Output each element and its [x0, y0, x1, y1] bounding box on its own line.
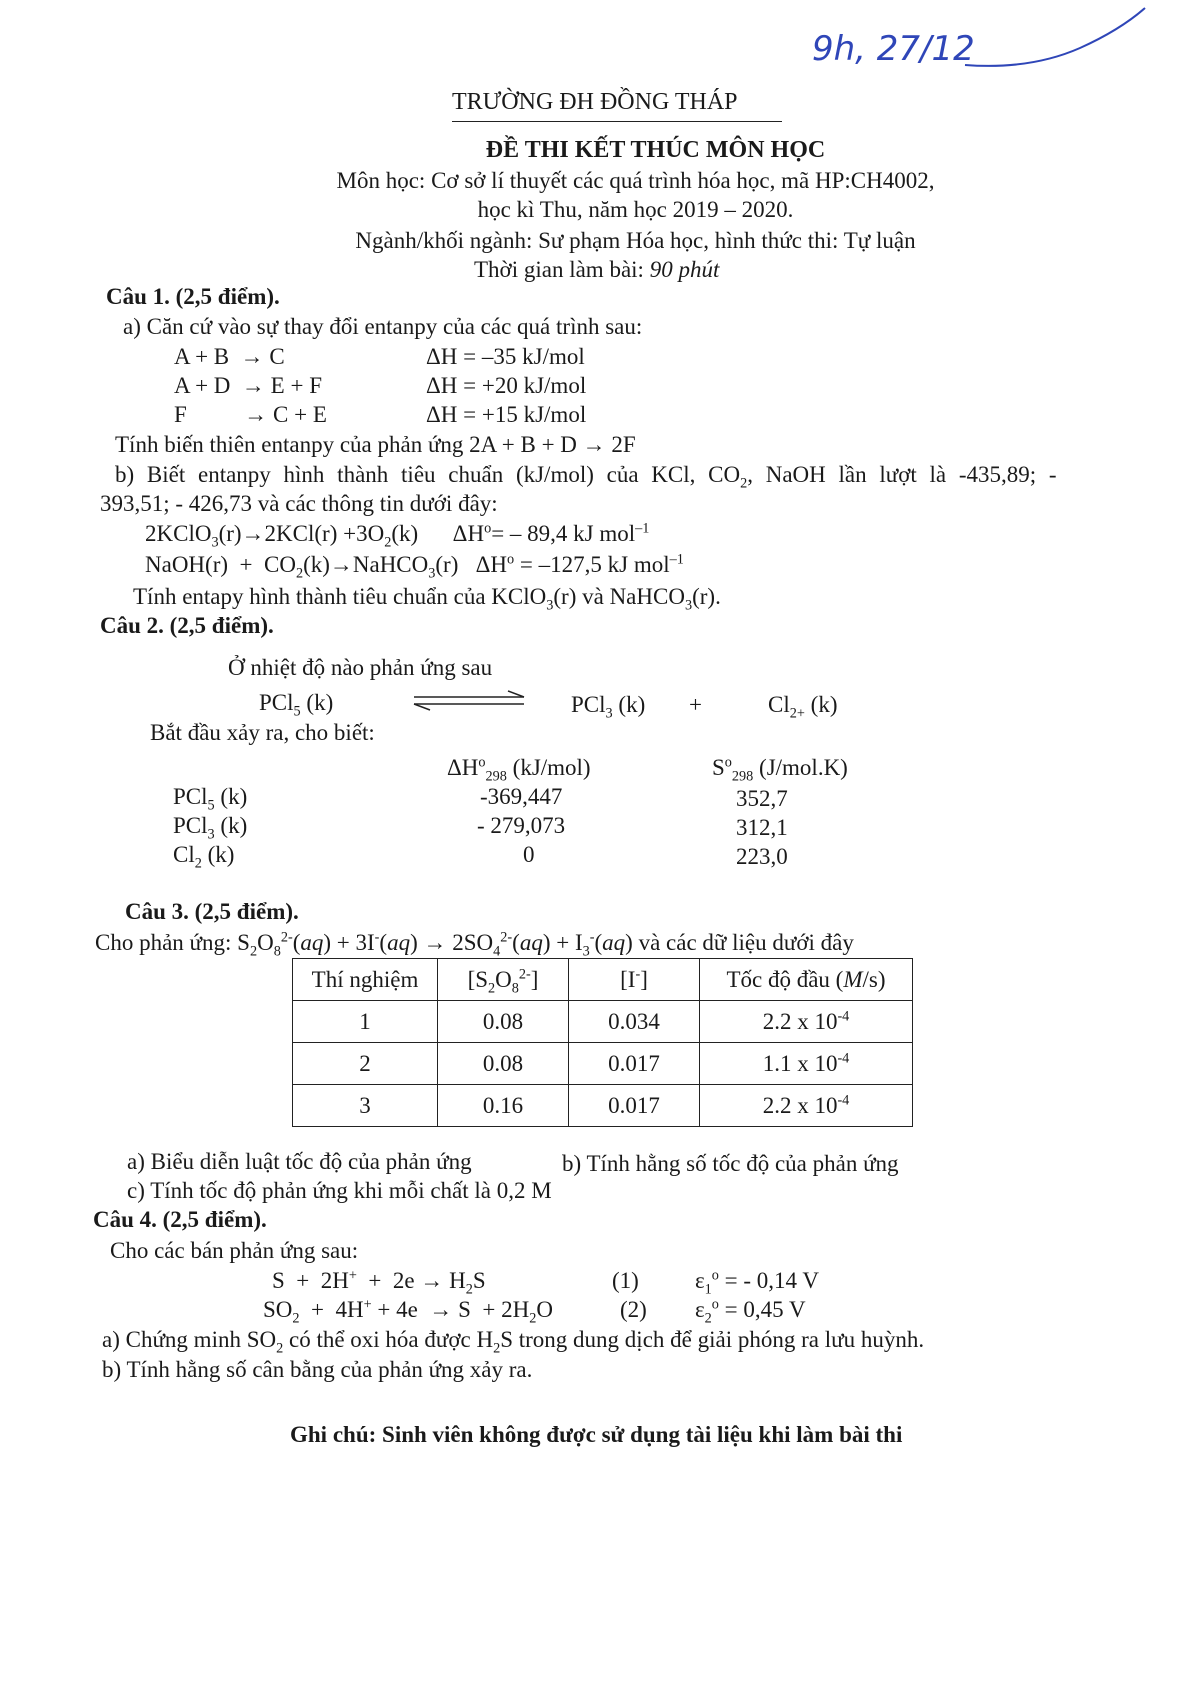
q3-intro: Cho phản ứng: $S_2O_8^{2-}(aq) + 3I^-(aq) \to 2SO_4^{2-}(aq) + I_3^-(aq)$ và các dữ liệu dưới đây: [95, 929, 854, 960]
col-header-experiment: Thí nghiệm: [293, 959, 438, 1001]
q4-half-reaction-2: $SO_2 + 4H^+ + 4e \to S + 2H_2O$: [263, 1296, 553, 1327]
q2-col-s-header: $S^o_{298}$ (J/mol.K): [712, 754, 848, 785]
q2-start: Bắt đầu xảy ra, cho biết:: [150, 720, 375, 745]
q3-a: a) Biểu diễn luật tốc độ của phản ứng: [127, 1149, 472, 1174]
col-header-iodide: [I-]: [569, 959, 700, 1001]
q1-dh-1: ΔH = –35 kJ/mol: [426, 344, 585, 369]
q1-a-intro: a) Căn cứ vào sự thay đổi entanpy của các quá trình sau:: [123, 314, 643, 339]
q2-intro: Ở nhiệt độ nào phản ứng sau: [228, 655, 493, 680]
q2-title: Câu 2. (2,5 điểm).: [100, 613, 274, 638]
q3-c: c) Tính tốc độ phản ứng khi mỗi chất là 0,2 M: [127, 1178, 552, 1203]
school-underline: [452, 121, 782, 122]
q1-b-reaction-1: 2KClO$_3$(r)→2KCl(r) $+3O_2(k)$ $\Delta H^o= - 89,4$ kJ mol$^{-1}$: [145, 520, 650, 551]
term-line: học kì Thu, năm học 2019 – 2020.: [477, 197, 794, 222]
equilibrium-arrow-icon: [410, 690, 528, 712]
q1-reaction-2: A + D → E + F: [174, 373, 322, 398]
q2-row-dh-2: - 279,073: [477, 813, 566, 838]
q4-title: Câu 4. (2,5 điểm).: [93, 1207, 267, 1232]
q4-half-reaction-2-potential: $\varepsilon_2^o = 0,45$ V: [695, 1296, 806, 1327]
table-row: 1 0.08 0.034 2.2 x $10^{-4}$: [293, 1001, 913, 1043]
q2-row-species-2: PCl$_3$ (k): [173, 813, 248, 843]
q4-half-reaction-1-potential: $\varepsilon_1^o$ = - 0,14 V: [695, 1267, 819, 1298]
q2-row-dh-1: -369,447: [480, 784, 563, 809]
q1-b-reaction-2: NaOH(r) + $CO_2(k)\to NaHCO_3(r) \Delta H^o = -127,5$ kJ mol$^{-1}$: [145, 551, 684, 582]
q2-row-s-2: 312,1: [736, 815, 788, 840]
q1-title: Câu 1. (2,5 điểm).: [106, 284, 280, 309]
q1-dh-3: ΔH = +15 kJ/mol: [426, 402, 587, 427]
handwritten-stroke: [960, 0, 1160, 90]
handwritten-date-note: 9h, 27/12: [812, 29, 975, 69]
q1-b-line2: 393,51; - 426,73 và các thông tin dưới đây:: [100, 491, 498, 516]
q2-row-species-3: $Cl_2$ (k): [173, 842, 235, 872]
q2-col-dh-header: $\Delta H^o_{298}$ (kJ/mol): [447, 754, 591, 785]
table-row: 2 0.08 0.017 1.1 x $10^{-4}$: [293, 1043, 913, 1085]
q2-product-2: $Cl_{2+}$ (k): [768, 692, 838, 722]
major-line: Ngành/khối ngành: Sư phạm Hóa học, hình thức thi: Tự luận: [355, 228, 916, 253]
q4-intro: Cho các bán phản ứng sau:: [110, 1238, 359, 1263]
q4-half-reaction-1-num: (1): [612, 1268, 639, 1293]
q3-title: Câu 3. (2,5 điểm).: [125, 899, 299, 924]
exam-note: Ghi chú: Sinh viên không được sử dụng tài liệu khi làm bài thi: [290, 1422, 903, 1447]
q1-reaction-3: F → C + E: [174, 402, 327, 427]
q1-reaction-1: A + B → C: [174, 344, 285, 369]
q2-row-s-3: 223,0: [736, 844, 788, 869]
col-header-s2o8: $[S_2O_8^{2-}]$: [438, 959, 569, 1001]
col-header-rate: Tốc độ đầu (M/s): [700, 959, 913, 1001]
q2-reactant: PCl$_5$ (k): [259, 690, 334, 720]
q3-b: b) Tính hằng số tốc độ của phản ứng: [562, 1151, 899, 1176]
q2-plus: +: [689, 692, 702, 717]
q2-row-species-1: PCl$_5$ (k): [173, 784, 248, 814]
table-header-row: [293, 959, 913, 1001]
table-row: 3 0.16 0.017 2.2 x $10^{-4}$: [293, 1085, 913, 1127]
q4-b: b) Tính hằng số cân bằng của phản ứng xảy ra.: [102, 1357, 533, 1382]
q1-dh-2: ΔH = +20 kJ/mol: [426, 373, 587, 398]
school-name: TRƯỜNG ĐH ĐỒNG THÁP: [452, 89, 738, 115]
q2-row-s-1: 352,7: [736, 786, 788, 811]
time-line: Thời gian làm bài: 90 phút: [474, 257, 720, 282]
q4-a: a) Chứng minh $SO_2$ có thể oxi hóa được $H_2S$ trong dung dịch để giải phóng ra lưu huỳnh.: [102, 1327, 925, 1357]
q1-b-line1: b) Biết entanpy hình thành tiêu chuẩn (kJ/mol) của KCl, $CO_2$, NaOH lần lượt là -435,89; -: [115, 462, 1057, 492]
q4-half-reaction-1: $S + 2H^+ + 2e \to H_2S$: [272, 1267, 486, 1298]
q2-row-dh-3: 0: [523, 842, 535, 867]
q1-b-task: Tính entapy hình thành tiêu chuẩn của KClO$_3$(r) và NaHCO$_3$(r).: [133, 584, 721, 614]
q1-a-task: Tính biến thiên entanpy của phản ứng 2A + B + D → 2F: [115, 432, 636, 457]
subject-line: Môn học: Cơ sở lí thuyết các quá trình hóa học, mã HP:CH4002,: [336, 168, 935, 193]
exam-title: ĐỀ THI KẾT THÚC MÔN HỌC: [485, 137, 826, 163]
rate-data-table: [292, 958, 913, 1127]
q4-half-reaction-2-num: (2): [620, 1297, 647, 1322]
q2-product-1: PCl$_3$ (k): [571, 692, 646, 722]
